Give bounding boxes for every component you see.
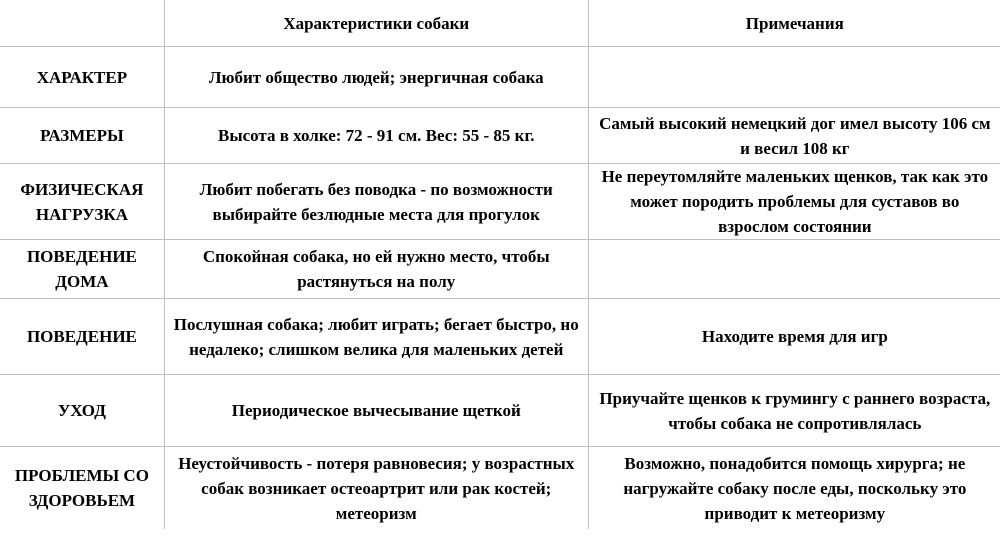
row-characteristics: Любит побегать без поводка - по возможности выбирайте безлюдные места для прогулок [164, 164, 588, 240]
table-row [0, 447, 1000, 530]
row-characteristics: Послушная собака; любит играть; бегает быстро, но недалеко; слишком велика для маленьких детей [164, 299, 588, 375]
table-row [0, 108, 1000, 164]
row-category: УХОД [0, 375, 164, 447]
row-category: ПОВЕДЕНИЕ [0, 299, 164, 375]
row-notes: Приучайте щенков к грумингу с раннего возраста, чтобы собака не сопротивлялась [588, 375, 1000, 447]
row-notes: Находите время для игр [588, 299, 1000, 375]
header-notes: Примечания [588, 0, 1000, 47]
row-notes: Возможно, понадобится помощь хирурга; не нагружайте собаку после еды, поскольку это приводит к метеоризму [588, 447, 1000, 530]
row-category: ПРОБЛЕМЫ СО ЗДОРОВЬЕМ [0, 447, 164, 530]
row-notes: Не переутомляйте маленьких щенков, так как это может породить проблемы для суставов во взрослом состоянии [588, 164, 1000, 240]
header-category [0, 0, 164, 47]
row-category: ФИЗИЧЕСКАЯ НАГРУЗКА [0, 164, 164, 240]
header-characteristics: Характеристики собаки [164, 0, 588, 47]
row-category: ХАРАКТЕР [0, 47, 164, 108]
table-row [0, 375, 1000, 447]
row-notes [588, 47, 1000, 108]
row-characteristics: Неустойчивость - потеря равновесия; у возрастных собак возникает остеоартрит или рак костей; метеоризм [164, 447, 588, 530]
table-row [0, 299, 1000, 375]
row-category: ПОВЕДЕНИЕ ДОМА [0, 240, 164, 299]
table-row [0, 240, 1000, 299]
table-row [0, 47, 1000, 108]
table-header-row [0, 0, 1000, 47]
table-row [0, 164, 1000, 240]
row-characteristics: Периодическое вычесывание щеткой [164, 375, 588, 447]
row-notes: Самый высокий немецкий дог имел высоту 106 см и весил 108 кг [588, 108, 1000, 164]
row-notes [588, 240, 1000, 299]
row-characteristics: Высота в холке: 72 - 91 см. Вес: 55 - 85 кг. [164, 108, 588, 164]
row-characteristics: Любит общество людей; энергичная собака [164, 47, 588, 108]
row-characteristics: Спокойная собака, но ей нужно место, чтобы растянуться на полу [164, 240, 588, 299]
row-category: РАЗМЕРЫ [0, 108, 164, 164]
